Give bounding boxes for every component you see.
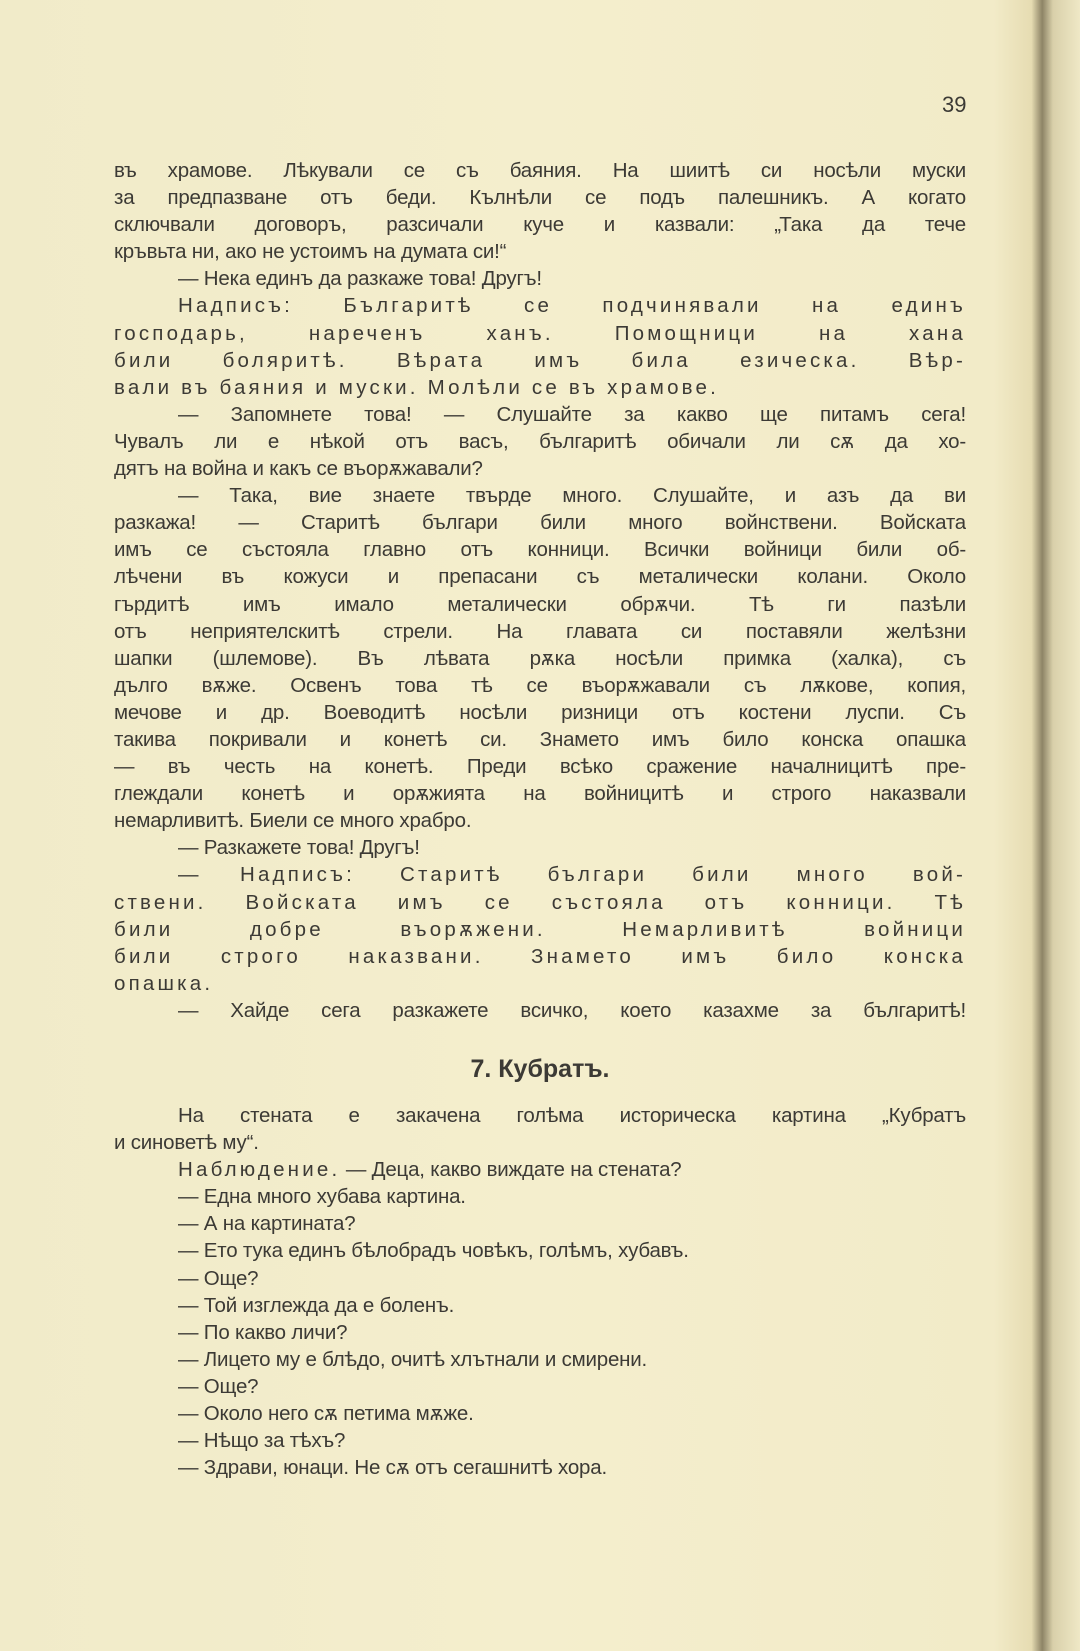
text-line [114,428,966,455]
line-text: — Една много хубава картина. [178,1185,466,1209]
text-line [114,943,966,970]
line-text: — [178,863,240,887]
section-heading: 7. Кубратъ. [470,1055,610,1083]
line-text: — Запомнете това! — Слушайте за какво ще питамъ сега! [178,402,966,426]
text-line [114,834,966,861]
spaced-text: господарь, нареченъ ханъ. Помощници на хана [114,321,966,345]
text-line [114,807,966,834]
text-line [114,1319,966,1346]
text-line [114,672,966,699]
line-text: — А на картината? [178,1212,356,1236]
text-line [114,1346,966,1373]
text-line [114,726,966,753]
spaced-text: били добре въорѫжени. Немарливитѣ войници [114,917,966,941]
line-text: дятъ на война и какъ се въорѫжавали? [114,457,483,481]
spaced-text: били боляритѣ. Вѣрата имъ била езическа. Вѣр- [114,348,966,372]
text-line [114,1183,966,1210]
text-line [114,184,966,211]
spaced-text: опашка. [114,971,214,995]
line-text: кръвьта ни, ако не устоимъ на думата си!“ [114,240,507,264]
line-text: въ храмове. Лѣкували се съ баяния. На шиитѣ си носѣли муски [114,159,966,182]
text-line [114,1373,966,1400]
spaced-text: били строго наказвани. Знамето имъ било конска [114,944,966,968]
text-line [114,889,966,916]
text-line [114,1156,966,1183]
page-number: 39 [942,92,967,117]
text-line [114,563,966,590]
text-line [114,618,966,645]
line-text: — Ето тука единъ бѣлобрадъ човѣкъ, голѣмъ, хубавъ. [178,1239,689,1263]
text-line [114,1400,966,1427]
text-line [114,347,966,374]
line-text: — Деца, какво виждате на стената? [340,1158,682,1182]
line-text: сключвали договоръ, разсичали куче и казвали: „Така да тече [114,213,966,237]
text-line [114,536,966,563]
text-line [114,509,966,536]
line-text: — Така, вие знаете твърде много. Слушайте, и азъ да ви [178,484,966,508]
spaced-text: Наблюдение. [178,1158,341,1182]
text-line [114,374,966,401]
text-line [114,482,966,509]
line-text: разкажа! — Старитѣ българи били много войнствени. Войската [114,511,966,535]
text-line [114,211,966,238]
line-text: — Лицето му е блѣдо, очитѣ хлътнали и смирени. [178,1347,648,1371]
text-line [114,1265,966,1292]
line-text: отъ неприятелскитѣ стрели. На главата си поставяли желѣзни [114,619,966,643]
line-text: — Здрави, юнаци. Не сѫ отъ сегашнитѣ хора. [178,1456,607,1480]
line-text: шапки (шлемове). Въ лѣвата рѫка носѣли примка (халка), съ [114,646,966,670]
text-line [114,1237,966,1264]
line-text: — По какво личи? [178,1320,348,1344]
line-text: дълго вѫже. Освенъ това тѣ се въорѫжавали съ лѫкове, копия, [114,673,966,697]
text-line [114,591,966,618]
spaced-text: Надписъ: Старитѣ българи били много вой- [239,863,966,887]
line-text: имъ се състояла главно отъ конници. Всички войници били об- [114,538,966,562]
line-text: — Нека единъ да разкаже това! Другъ! [178,267,542,291]
text-line [114,1129,966,1156]
line-text: мечове и др. Воеводитѣ носѣли ризници отъ костени луспи. Съ [114,700,966,724]
text-line [114,320,966,347]
spaced-text: вали въ баяния и муски. Молѣли се въ храмове. [114,375,720,399]
line-text: за предпазване отъ беди. Кълнѣли се подъ палешникъ. А когато [114,186,966,210]
text-block-2 [114,1102,966,1481]
line-text: — Той изглежда да е боленъ. [178,1293,455,1317]
line-text: глеждали конетѣ и орѫжията на войницитѣ и строго наказвали [114,782,966,806]
spaced-text: Надписъ: Българитѣ се подчинявали на единъ [178,294,966,318]
text-line [114,861,966,888]
line-text: гърдитѣ имъ имало металически обрѫчи. Тѣ ги пазѣли [114,592,966,616]
line-text: лѣчени въ кожуси и препасани съ металически колани. Около [114,565,966,589]
text-line [114,1454,966,1481]
text-line [114,157,966,184]
text-line [114,455,966,482]
line-text: — Още? [178,1374,259,1398]
spaced-text: ствени. Войската имъ се състояла отъ конници. Тѣ [114,890,966,914]
text-line [114,1427,966,1454]
line-text: — Около него сѫ петима мѫже. [178,1402,474,1426]
line-text: На стената е закачена голѣма историческа картина „Кубратъ [178,1104,966,1127]
line-text: — Още? [178,1266,259,1290]
line-text: немарливитѣ. Биели се много храбро. [114,809,472,833]
text-line [114,1292,966,1319]
line-text: Чувалъ ли е нѣкой отъ васъ, българитѣ обичали ли сѫ да хо- [114,429,966,453]
text-line [114,238,966,265]
line-text: — Нѣщо за тѣхъ? [178,1429,346,1453]
text-line [114,970,966,997]
text-line [114,265,966,292]
text-line [114,401,966,428]
text-line [114,1102,966,1129]
line-text: — Хайде сега разкажете всичко, което казахме за българитѣ! [178,998,966,1022]
line-text: и синоветѣ му“. [114,1131,259,1155]
line-text: такива покривали и конетѣ си. Знамето имъ било конска опашка [114,727,966,751]
text-block-1 [114,157,966,1024]
text-line [114,292,966,319]
text-line [114,699,966,726]
text-line [114,645,966,672]
text-line [114,780,966,807]
line-text: — въ честь на конетѣ. Преди всѣко сражение началницитѣ пре- [114,755,966,779]
text-line [114,1210,966,1237]
line-text: — Разкажете това! Другъ! [178,836,420,860]
text-line [114,753,966,780]
text-line [114,916,966,943]
text-line [114,997,966,1024]
